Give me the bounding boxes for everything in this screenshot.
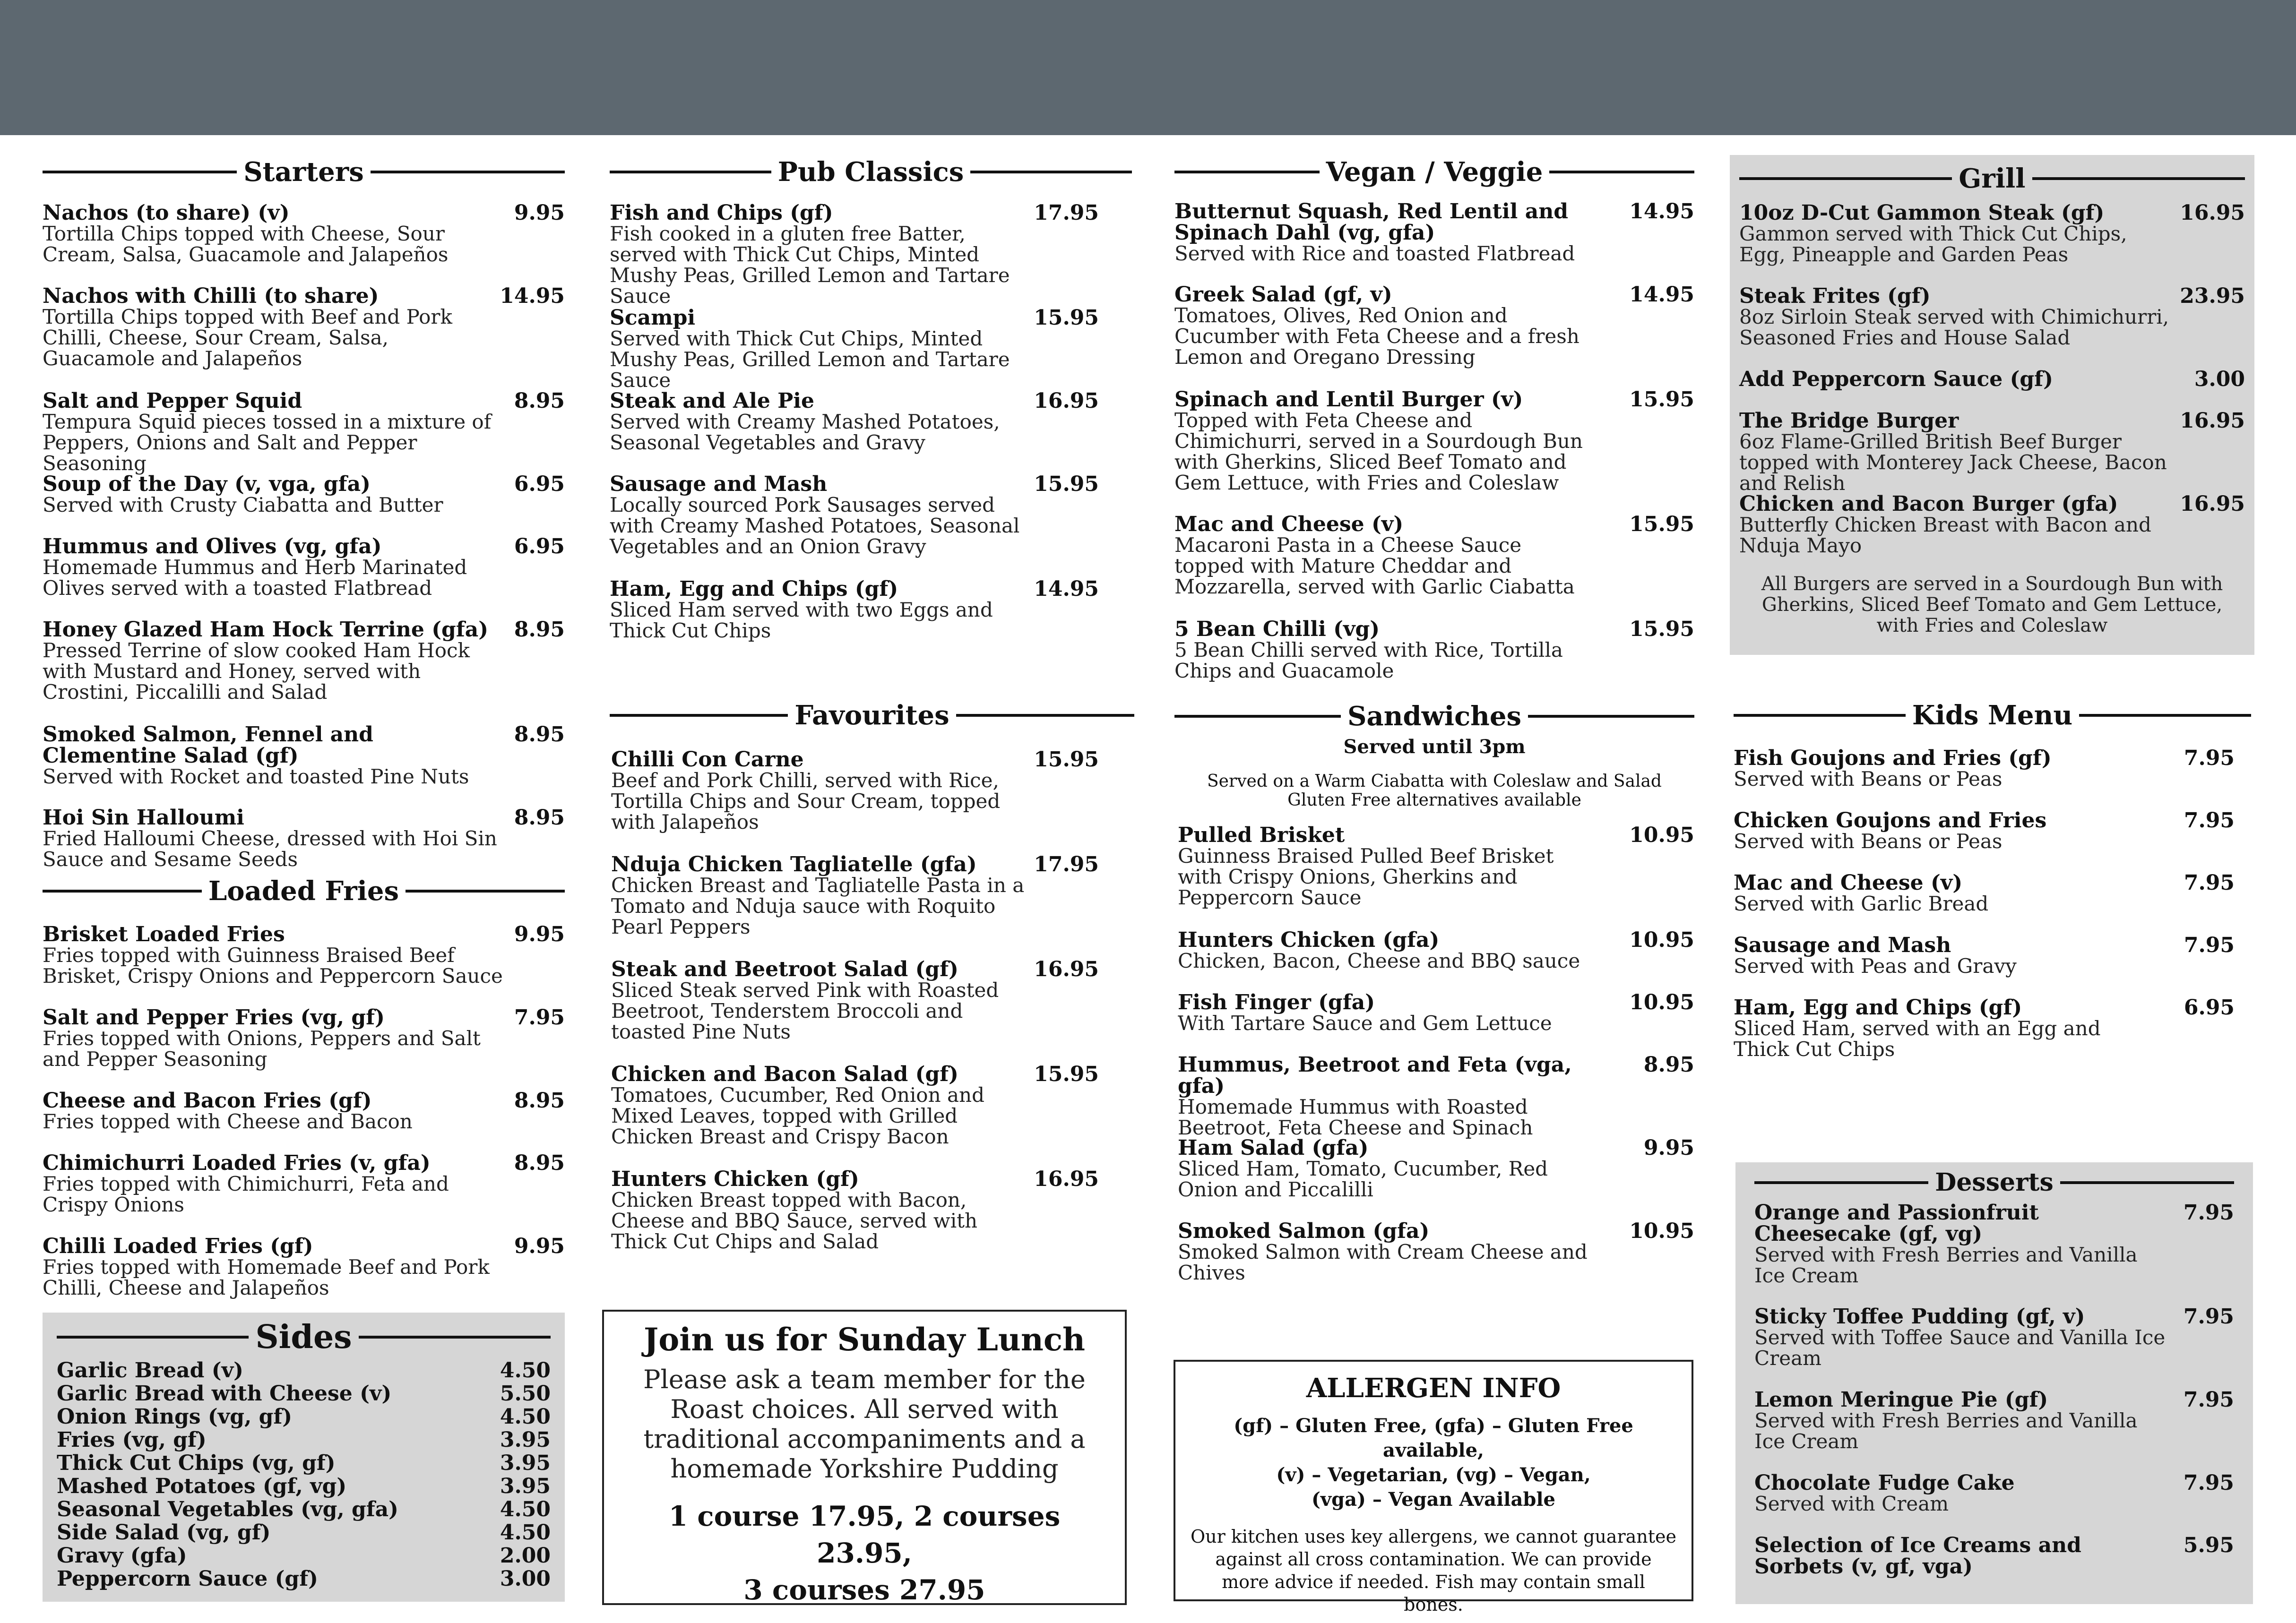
menu-item (610, 390, 1099, 473)
item-name: Spinach and Lentil Burger (v) (1174, 387, 1523, 412)
item-name: Ham Salad (gfa) (1178, 1136, 1369, 1160)
item-name: Pulled Brisket (1178, 823, 1345, 847)
section-title: Sandwiches (1347, 701, 1522, 732)
item-name: Chocolate Fudge Cake (1754, 1471, 2015, 1495)
item-desc: Sliced Ham, Tomato, Cucumber, Red Onion and Piccalilli (1178, 1157, 1548, 1201)
item-price: 17.95 (1034, 201, 1099, 225)
menu-item (1739, 493, 2245, 574)
side-item (57, 1405, 551, 1428)
item-desc: Tomatoes, Olives, Red Onion and Cucumber with Feta Cheese and a fresh Lemon and Oregano Dressing (1174, 304, 1580, 369)
vegan-list (1174, 201, 1694, 702)
section-title: Loaded Fries (208, 876, 399, 907)
item-name: 5 Bean Chilli (vg) (1174, 617, 1380, 641)
item-name: Peppercorn Sauce (gf) (57, 1567, 318, 1591)
item-name: Scampi (610, 306, 696, 330)
item-name: Hunters Chicken (gf) (611, 1167, 859, 1191)
menu-item (43, 807, 565, 869)
loaded-fries-section (43, 874, 565, 908)
item-price: 8.95 (514, 389, 565, 413)
menu-item (1734, 747, 2235, 810)
item-name: Smoked Salmon, Fennel and Clementine Salad (gf) (43, 722, 373, 768)
item-desc: With Tartare Sauce and Gem Lettuce (1178, 1012, 1552, 1035)
menu-item (1178, 1137, 1694, 1220)
grill-list (1739, 202, 2245, 574)
menu-item (1739, 410, 2245, 493)
item-price: 7.95 (2183, 1201, 2234, 1225)
item-price: 6.95 (2184, 996, 2235, 1020)
item-price: 23.95 (2180, 284, 2245, 308)
section-title: Favourites (794, 700, 949, 731)
item-name: Greek Salad (gf, v) (1174, 283, 1392, 307)
kids-menu-heading (1734, 698, 2251, 732)
item-name: Steak and Beetroot Salad (gf) (611, 957, 958, 981)
item-desc: Fries topped with Onions, Peppers and Salt and Pepper Seasoning (43, 1027, 481, 1071)
menu-item (1174, 618, 1694, 702)
menu-item (1178, 992, 1694, 1054)
vegan-heading (1174, 155, 1694, 189)
side-item (57, 1521, 551, 1544)
menu-item (43, 1152, 565, 1236)
item-name: Nachos with Chilli (to share) (43, 284, 379, 308)
item-desc: Gammon served with Thick Cut Chips, Egg, Pineapple and Garden Peas (1739, 222, 2127, 266)
item-name: Ham, Egg and Chips (gf) (1734, 996, 2022, 1020)
menu-item (1734, 810, 2235, 872)
item-name: Chicken and Bacon Salad (gf) (611, 1062, 958, 1086)
item-price: 15.95 (1034, 1062, 1099, 1086)
vegan-section (1174, 155, 1694, 189)
allergen-body: Our kitchen uses key allergens, we cannot guarantee against all cross contamination. We can provide more advice if needed. Fish may contain small bones. (1191, 1526, 1676, 1615)
menu-item (43, 1090, 565, 1152)
menu-item (1178, 1054, 1694, 1137)
item-price: 14.95 (1629, 283, 1694, 307)
sandwiches-note: Served on a Warm Ciabatta with Coleslaw and Salad (1207, 772, 1662, 791)
allergen-key: (vga) – Vegan Available (1311, 1488, 1556, 1511)
pub-classics-list (610, 202, 1099, 649)
item-price: 9.95 (514, 201, 565, 225)
sandwiches-list (1178, 824, 1694, 1291)
item-price: 14.95 (1629, 199, 1694, 223)
item-name: Soup of the Day (v, vga, gfa) (43, 472, 371, 496)
item-name: Seasonal Vegetables (vg, gfa) (57, 1497, 398, 1521)
item-desc: Topped with Feta Cheese and Chimichurri, served in a Sourdough Bun with Gherkins, Sliced Beef Tomato and Gem Lettuce, with Fries and Coleslaw (1174, 409, 1583, 494)
menu-item (1754, 1389, 2234, 1472)
desserts-heading (1754, 1168, 2234, 1197)
side-item (57, 1544, 551, 1567)
menu-item (1754, 1202, 2234, 1306)
item-name: Steak Frites (gf) (1739, 284, 1931, 308)
item-desc: Served with Beans or Peas (1734, 767, 2003, 790)
menu-item (1174, 201, 1694, 284)
item-desc: Chicken Breast and Tagliatelle Pasta in a Tomato and Nduja sauce with Roquito Pearl Peppers (611, 874, 1025, 938)
pub-classics-heading (610, 155, 1132, 189)
menu-item (43, 619, 565, 724)
item-desc: Fries topped with Chimichurri, Feta and Crispy Onions (43, 1172, 449, 1216)
side-item (57, 1428, 551, 1451)
menu-item (610, 473, 1099, 578)
menu-item (1174, 389, 1694, 514)
item-desc: Served with Creamy Mashed Potatoes, Seasonal Vegetables and Gravy (610, 410, 1000, 454)
item-name: Ham, Egg and Chips (gf) (610, 577, 898, 601)
kids-menu-section (1734, 698, 2251, 732)
item-name: Onion Rings (vg, gf) (57, 1405, 293, 1429)
item-price: 8.95 (514, 722, 565, 747)
pub-classics-section (610, 155, 1132, 189)
section-title: Desserts (1935, 1168, 2054, 1197)
item-desc: Chicken, Bacon, Cheese and BBQ sauce (1178, 949, 1580, 972)
item-name: Garlic Bread with Cheese (v) (57, 1382, 392, 1406)
item-price: 3.95 (500, 1428, 551, 1452)
item-price: 15.95 (1629, 387, 1694, 412)
grill-heading (1739, 160, 2245, 198)
item-price: 16.95 (1034, 389, 1099, 413)
item-desc: Served with Cream (1754, 1492, 1949, 1515)
menu-item (1174, 284, 1694, 389)
item-price: 7.95 (514, 1005, 565, 1030)
menu-item (43, 924, 565, 1007)
item-price: 3.95 (500, 1451, 551, 1475)
sides-section (43, 1313, 565, 1602)
sides-heading (57, 1318, 551, 1356)
item-price: 7.95 (2184, 871, 2235, 895)
item-desc: Macaroni Pasta in a Cheese Sauce topped with Mature Cheddar and Mozzarella, served with Garlic Ciabatta (1174, 533, 1575, 598)
item-price: 14.95 (500, 284, 565, 308)
sandwiches-section (1174, 699, 1694, 810)
item-price: 7.95 (2184, 933, 2235, 957)
item-desc: 6oz Flame-Grilled British Beef Burger topped with Monterey Jack Cheese, Bacon and Relish (1739, 430, 2167, 495)
item-desc: Served with Peas and Gravy (1734, 954, 2017, 978)
item-desc: Sliced Ham served with two Eggs and Thick Cut Chips (610, 598, 993, 642)
item-desc: Served with Beans or Peas (1734, 830, 2003, 853)
item-price: 9.95 (1643, 1136, 1694, 1160)
item-price: 8.95 (514, 1089, 565, 1113)
item-price: 7.95 (2183, 1305, 2234, 1329)
sandwiches-heading (1174, 699, 1694, 733)
item-desc: Tortilla Chips topped with Beef and Pork Chilli, Cheese, Sour Cream, Salsa, Guacamole and Jalapeños (43, 305, 452, 370)
menu-item (1754, 1306, 2234, 1389)
item-name: Selection of Ice Creams and Sorbets (v, gf, vga) (1754, 1533, 2081, 1579)
item-desc: Served with Crusty Ciabatta and Butter (43, 493, 443, 516)
allergen-key: (v) – Vegetarian, (vg) – Vegan, (1276, 1464, 1591, 1486)
item-price: 7.95 (2183, 1471, 2234, 1495)
grill-section (1730, 155, 2254, 655)
item-price: 8.95 (514, 618, 565, 642)
item-name: Steak and Ale Pie (610, 389, 814, 413)
item-desc: 8oz Sirloin Steak served with Chimichurri, Seasoned Fries and House Salad (1739, 305, 2169, 349)
item-desc: Butterfly Chicken Breast with Bacon and Nduja Mayo (1739, 513, 2151, 557)
menu-item (610, 307, 1099, 390)
allergen-info-box (1174, 1360, 1693, 1615)
starters-heading (43, 155, 565, 189)
item-name: Hoi Sin Halloumi (43, 806, 244, 830)
item-desc: Fries topped with Homemade Beef and Pork Chilli, Cheese and Jalapeños (43, 1255, 490, 1299)
item-price: 7.95 (2184, 746, 2235, 770)
sunday-lunch-body: Please ask a team member for the Roast choices. All served with traditional accompaniments and a homemade Yorkshire Pudding (643, 1365, 1086, 1484)
menu-item (610, 578, 1099, 649)
item-price: 4.50 (500, 1497, 551, 1521)
item-name: Fries (vg, gf) (57, 1428, 207, 1452)
item-price: 4.50 (500, 1358, 551, 1383)
item-price: 2.00 (500, 1544, 551, 1568)
item-price: 9.95 (514, 1234, 565, 1258)
item-price: 5.95 (2183, 1533, 2234, 1557)
item-desc: Served with Thick Cut Chips, Minted Mushy Peas, Grilled Lemon and Tartare Sauce (610, 327, 1010, 392)
menu-item (1754, 1472, 2234, 1535)
item-desc: 5 Bean Chilli served with Rice, Tortilla Chips and Guacamole (1174, 638, 1563, 682)
item-desc: Fish cooked in a gluten free Batter, served with Thick Cut Chips, Minted Mushy Peas, Grilled Lemon and Tartare Sauce (610, 222, 1010, 308)
item-price: 5.50 (500, 1382, 551, 1406)
side-item (57, 1359, 551, 1382)
item-price: 7.95 (2183, 1388, 2234, 1412)
header-band (0, 0, 2296, 135)
menu-item (1734, 997, 2235, 1068)
item-price: 7.95 (2184, 808, 2235, 833)
menu-item (43, 1007, 565, 1090)
item-price: 10.95 (1629, 928, 1694, 952)
item-price: 3.00 (500, 1567, 551, 1591)
item-price: 16.95 (2180, 409, 2245, 433)
item-desc: Tempura Squid pieces tossed in a mixture of Peppers, Onions and Salt and Pepper Seasoning (43, 410, 492, 475)
item-price: 8.95 (514, 1151, 565, 1175)
menu-item (1739, 285, 2245, 369)
item-desc: Served with Toffee Sauce and Vanilla Ice Cream (1754, 1326, 2166, 1370)
item-name: Sausage and Mash (610, 472, 828, 496)
item-price: 14.95 (1034, 577, 1099, 601)
side-item (57, 1498, 551, 1521)
item-price: 10.95 (1629, 1219, 1694, 1243)
menu-item (611, 749, 1099, 854)
item-desc: Beef and Pork Chilli, served with Rice, Tortilla Chips and Sour Cream, topped with Jalapeños (611, 769, 1001, 833)
allergen-title: ALLERGEN INFO (1306, 1373, 1561, 1404)
menu-item (1178, 929, 1694, 992)
menu-item (611, 1064, 1099, 1168)
item-name: Chimichurri Loaded Fries (v, gfa) (43, 1151, 431, 1175)
item-name: Orange and Passionfruit Cheesecake (gf, vg) (1754, 1201, 2039, 1246)
item-price: 15.95 (1034, 747, 1099, 772)
item-price: 4.50 (500, 1520, 551, 1545)
item-price: 6.95 (514, 534, 565, 558)
item-name: Fish Finger (gfa) (1178, 990, 1375, 1014)
item-name: Nachos (to share) (v) (43, 201, 290, 225)
menu-item (43, 536, 565, 619)
item-name: Fish and Chips (gf) (610, 201, 833, 225)
item-desc: Fried Halloumi Cheese, dressed with Hoi Sin Sauce and Sesame Seeds (43, 827, 497, 871)
section-title: Kids Menu (1912, 700, 2073, 731)
item-name: Hunters Chicken (gfa) (1178, 928, 1440, 952)
item-name: Chilli Loaded Fries (gf) (43, 1234, 313, 1258)
item-name: Nduja Chicken Tagliatelle (gfa) (611, 852, 977, 876)
desserts-section (1735, 1162, 2253, 1604)
item-desc: Chicken Breast topped with Bacon, Cheese and BBQ Sauce, served with Thick Cut Chips and Salad (611, 1188, 978, 1253)
item-name: Fish Goujons and Fries (gf) (1734, 746, 2052, 770)
item-name: Mac and Cheese (v) (1174, 512, 1404, 536)
section-title: Starters (243, 156, 364, 188)
sunday-lunch-prices: 1 course 17.95, 2 courses 23.95, (668, 1500, 1061, 1569)
section-title: Vegan / Veggie (1326, 156, 1543, 188)
menu-item (43, 202, 565, 285)
item-desc: Fries topped with Cheese and Bacon (43, 1110, 413, 1133)
item-price: 17.95 (1034, 852, 1099, 876)
sides-list (57, 1359, 551, 1590)
item-name: Salt and Pepper Squid (43, 389, 302, 413)
side-item (57, 1382, 551, 1405)
item-name: The Bridge Burger (1739, 409, 1959, 433)
menu-item (43, 724, 565, 807)
item-desc: Guinness Braised Pulled Beef Brisket with Crispy Onions, Gherkins and Peppercorn Sauce (1178, 844, 1554, 909)
menu-item (43, 473, 565, 536)
starters-list (43, 202, 565, 869)
item-desc: Tortilla Chips topped with Cheese, Sour Cream, Salsa, Guacamole and Jalapeños (43, 222, 449, 266)
menu-item (1739, 202, 2245, 285)
item-name: Honey Glazed Ham Hock Terrine (gfa) (43, 618, 489, 642)
menu-item (611, 959, 1099, 1064)
menu-item (43, 1236, 565, 1306)
item-name: Garlic Bread (v) (57, 1358, 243, 1383)
item-price: 16.95 (1034, 957, 1099, 981)
item-price: 10.95 (1629, 990, 1694, 1014)
item-desc: Served with Fresh Berries and Vanilla Ice Cream (1754, 1409, 2138, 1453)
loaded-fries-list (43, 924, 565, 1306)
favourites-section (610, 698, 1134, 732)
sunday-lunch-prices: 3 courses 27.95 (743, 1574, 985, 1606)
item-desc: Served with Garlic Bread (1734, 892, 1989, 915)
sandwiches-subtitle: Served until 3pm (1343, 736, 1526, 758)
item-desc: Fries topped with Guinness Braised Beef Brisket, Crispy Onions and Peppercorn Sauce (43, 944, 503, 988)
kids-menu-list (1734, 747, 2235, 1068)
item-name: Gravy (gfa) (57, 1544, 187, 1568)
menu-item (610, 202, 1099, 307)
menu-item (611, 854, 1099, 959)
item-desc: Smoked Salmon with Cream Cheese and Chives (1178, 1240, 1588, 1284)
item-price: 15.95 (1034, 472, 1099, 496)
loaded-fries-heading (43, 874, 565, 908)
favourites-heading (610, 698, 1134, 732)
item-desc: Pressed Terrine of slow cooked Ham Hock with Mustard and Honey, served with Crostini, Piccalilli and Salad (43, 639, 470, 704)
section-title: Grill (1959, 163, 2026, 194)
item-desc: Homemade Hummus and Herb Marinated Olives served with a toasted Flatbread (43, 556, 467, 600)
sunday-lunch-title: Join us for Sunday Lunch (644, 1321, 1085, 1358)
item-name: Butternut Squash, Red Lentil and Spinach Dahl (vg, gfa) (1174, 199, 1568, 245)
item-name: 10oz D-Cut Gammon Steak (gf) (1739, 201, 2105, 225)
item-name: Brisket Loaded Fries (43, 922, 285, 946)
item-desc: Served with Rocket and toasted Pine Nuts (43, 765, 469, 788)
item-price: 15.95 (1629, 617, 1694, 641)
item-desc: Sliced Steak served Pink with Roasted Beetroot, Tenderstem Broccoli and toasted Pine Nuts (611, 979, 999, 1043)
side-item (57, 1567, 551, 1590)
menu-item (1739, 369, 2245, 410)
item-name: Hummus, Beetroot and Feta (vga, gfa) (1178, 1053, 1572, 1098)
item-price: 6.95 (514, 472, 565, 496)
item-name: Chicken Goujons and Fries (1734, 808, 2047, 833)
item-price: 15.95 (1034, 306, 1099, 330)
menu-item (1734, 935, 2235, 997)
item-price: 16.95 (2180, 492, 2245, 516)
item-price: 3.95 (500, 1474, 551, 1498)
menu-item (43, 390, 565, 473)
item-desc: Served with Fresh Berries and Vanilla Ice Cream (1754, 1243, 2138, 1287)
menu-item (1174, 514, 1694, 618)
side-item (57, 1475, 551, 1498)
sandwiches-note: Gluten Free alternatives available (1287, 790, 1581, 810)
item-desc: Homemade Hummus with Roasted Beetroot, Feta Cheese and Spinach (1178, 1095, 1533, 1139)
item-name: Sticky Toffee Pudding (gf, v) (1754, 1305, 2085, 1329)
item-name: Sausage and Mash (1734, 933, 1951, 957)
item-name: Mac and Cheese (v) (1734, 871, 1963, 895)
item-price: 8.95 (1643, 1053, 1694, 1077)
item-desc: Served with Rice and toasted Flatbread (1174, 242, 1575, 265)
section-title: Sides (255, 1318, 352, 1356)
allergen-key: (gf) – Gluten Free, (gfa) – Gluten Free available, (1234, 1415, 1633, 1461)
item-name: Cheese and Bacon Fries (gf) (43, 1089, 372, 1113)
item-price: 8.95 (514, 806, 565, 830)
item-price: 9.95 (514, 922, 565, 946)
burger-note: All Burgers are served in a Sourdough Bun with Gherkins, Sliced Beef Tomato and Gem Lettuce, with Fries and Coleslaw (1761, 573, 2223, 636)
sunday-lunch-box (602, 1310, 1127, 1605)
side-item (57, 1451, 551, 1475)
item-name: Add Peppercorn Sauce (gf) (1739, 367, 2053, 391)
item-price: 16.95 (2180, 201, 2245, 225)
item-price: 15.95 (1629, 512, 1694, 536)
item-price: 16.95 (1034, 1167, 1099, 1191)
menu-item (1734, 872, 2235, 935)
item-name: Chilli Con Carne (611, 747, 804, 772)
menu-item (1178, 1220, 1694, 1291)
item-price: 4.50 (500, 1405, 551, 1429)
favourites-list (611, 749, 1099, 1254)
menu-item (43, 285, 565, 390)
item-desc: Tomatoes, Cucumber, Red Onion and Mixed Leaves, topped with Grilled Chicken Breast and Crispy Bacon (611, 1083, 984, 1148)
item-desc: Locally sourced Pork Sausages served with Creamy Mashed Potatoes, Seasonal Vegetables and an Onion Gravy (610, 493, 1020, 558)
item-price: 3.00 (2194, 367, 2245, 391)
item-name: Mashed Potatoes (gf, vg) (57, 1474, 347, 1498)
item-name: Smoked Salmon (gfa) (1178, 1219, 1430, 1243)
starters-section (43, 155, 565, 189)
menu-item (1178, 824, 1694, 929)
item-name: Chicken and Bacon Burger (gfa) (1739, 492, 2118, 516)
item-name: Side Salad (vg, gf) (57, 1520, 271, 1545)
item-name: Hummus and Olives (vg, gfa) (43, 534, 382, 558)
item-price: 10.95 (1629, 823, 1694, 847)
desserts-list (1754, 1202, 2234, 1582)
section-title: Pub Classics (777, 156, 964, 188)
menu-item (1754, 1535, 2234, 1582)
menu-item (611, 1168, 1099, 1254)
item-name: Salt and Pepper Fries (vg, gf) (43, 1005, 385, 1030)
item-name: Thick Cut Chips (vg, gf) (57, 1451, 336, 1475)
item-name: Lemon Meringue Pie (gf) (1754, 1388, 2048, 1412)
item-desc: Sliced Ham, served with an Egg and Thick Cut Chips (1734, 1017, 2101, 1061)
